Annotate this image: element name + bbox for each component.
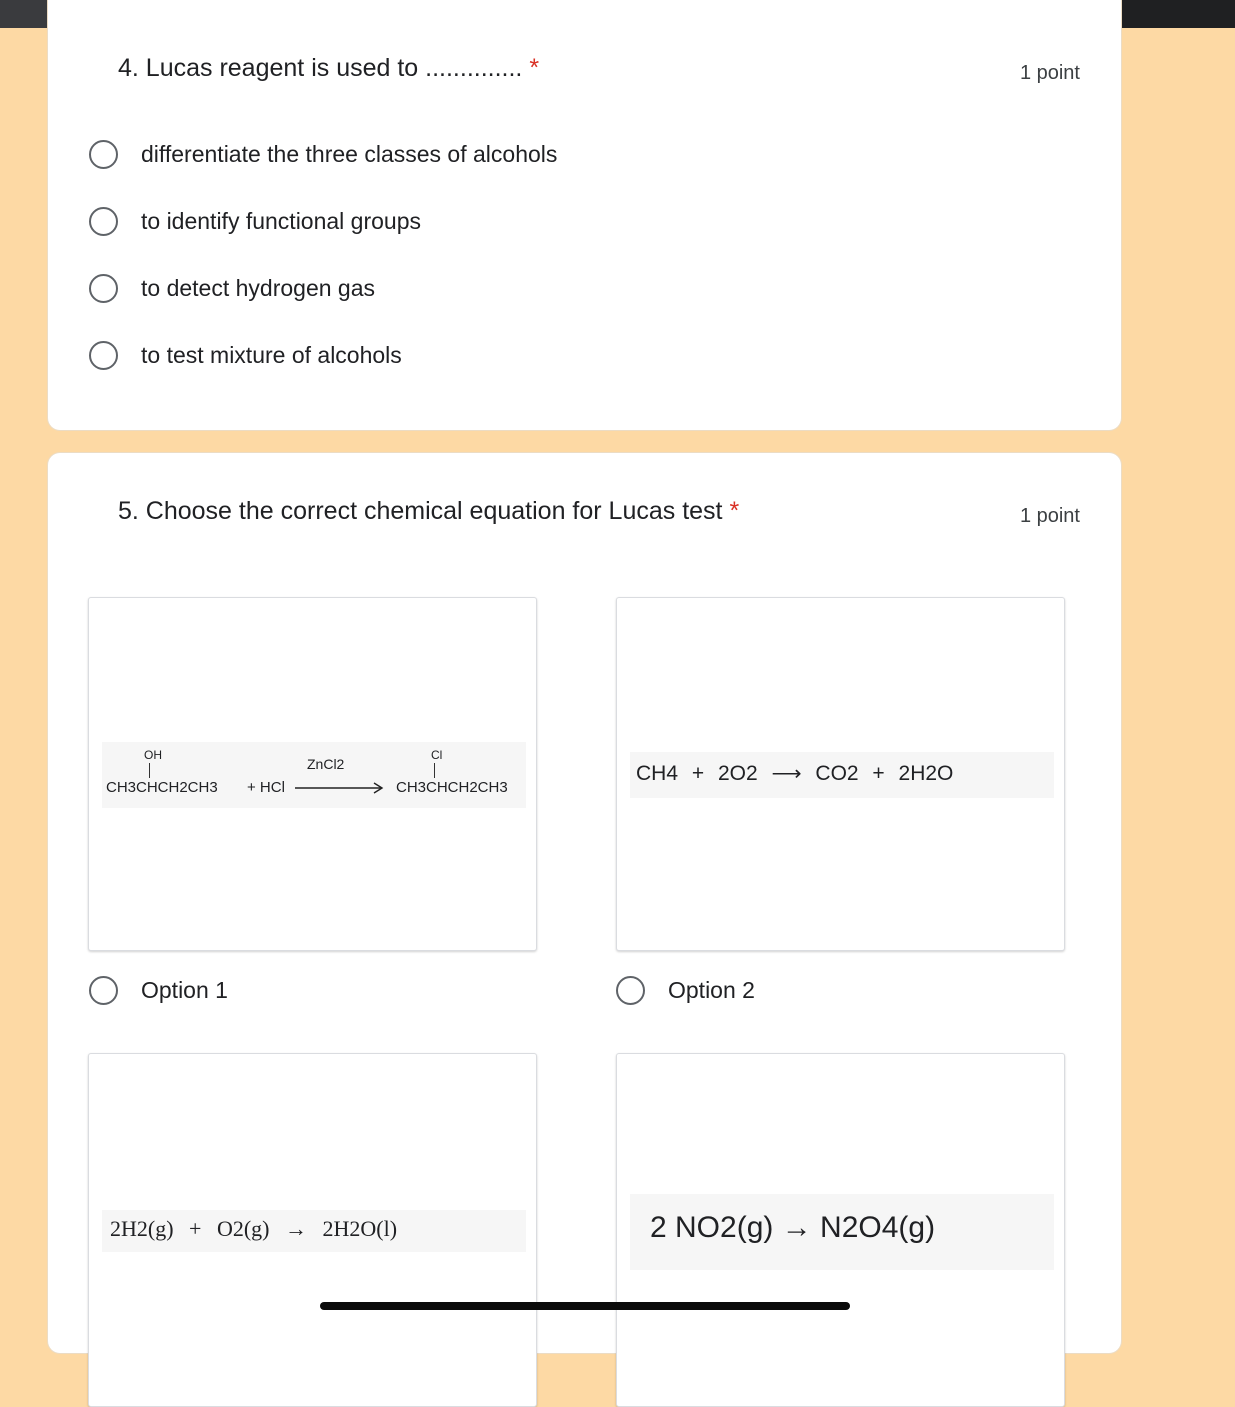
hydrogen-equation: 2H2(g) + O2(g) → 2H2O(l): [102, 1210, 526, 1252]
no2-equation: 2 NO2(g) → N2O4(g): [630, 1194, 1054, 1270]
points-label: 1 point: [1019, 505, 1080, 527]
radio-option-1[interactable]: [89, 972, 228, 1008]
cl-group: Cl: [431, 748, 443, 762]
option-label: to detect hydrogen gas: [141, 274, 375, 301]
points-label: 1 point: [1019, 62, 1080, 84]
bond-line: [149, 763, 150, 778]
question-title: [118, 497, 739, 526]
home-indicator[interactable]: [320, 1302, 850, 1310]
reactant-formula: CH3CHCH2CH3: [106, 779, 218, 796]
option-image-2[interactable]: [616, 597, 1065, 951]
radio-option-4[interactable]: [89, 337, 402, 373]
option-image-1[interactable]: [88, 597, 537, 951]
question-card-5: [48, 453, 1121, 1353]
option-label: Option 2: [668, 976, 755, 1003]
option-label: to test mixture of alcohols: [141, 341, 402, 368]
radio-button[interactable]: [616, 976, 645, 1005]
reaction-arrow: [295, 782, 385, 794]
option-label: differentiate the three classes of alcohols: [141, 140, 558, 167]
bond-line: [434, 763, 435, 778]
question-title-text: 4. Lucas reagent is used to ..............: [118, 54, 523, 82]
catalyst-label: ZnCl2: [307, 756, 345, 772]
radio-button[interactable]: [89, 341, 118, 370]
radio-button[interactable]: [89, 207, 118, 236]
option-image-4[interactable]: [616, 1053, 1065, 1407]
radio-option-3[interactable]: [89, 270, 375, 306]
required-asterisk: *: [529, 54, 540, 82]
oh-group: OH: [144, 748, 162, 762]
question-card-4: [48, 0, 1121, 430]
lucas-equation: [102, 742, 526, 808]
combustion-equation: CH4 + 2O2 ⟶ CO2 + 2H2O: [630, 752, 1054, 798]
radio-option-2[interactable]: [89, 203, 421, 239]
hcl-reagent: + HCl: [247, 779, 285, 796]
radio-button[interactable]: [89, 274, 118, 303]
option-label: to identify functional groups: [141, 207, 422, 234]
radio-option-1[interactable]: [89, 136, 557, 172]
option-label: Option 1: [141, 976, 228, 1003]
question-title-text: 5. Choose the correct chemical equation for Lucas test: [118, 497, 723, 525]
radio-button[interactable]: [89, 976, 118, 1005]
required-asterisk: *: [729, 497, 740, 525]
question-title: [118, 54, 539, 83]
radio-button[interactable]: [89, 140, 118, 169]
product-formula: CH3CHCH2CH3: [396, 779, 508, 796]
option-image-3[interactable]: [88, 1053, 537, 1407]
radio-option-2[interactable]: [616, 972, 755, 1008]
